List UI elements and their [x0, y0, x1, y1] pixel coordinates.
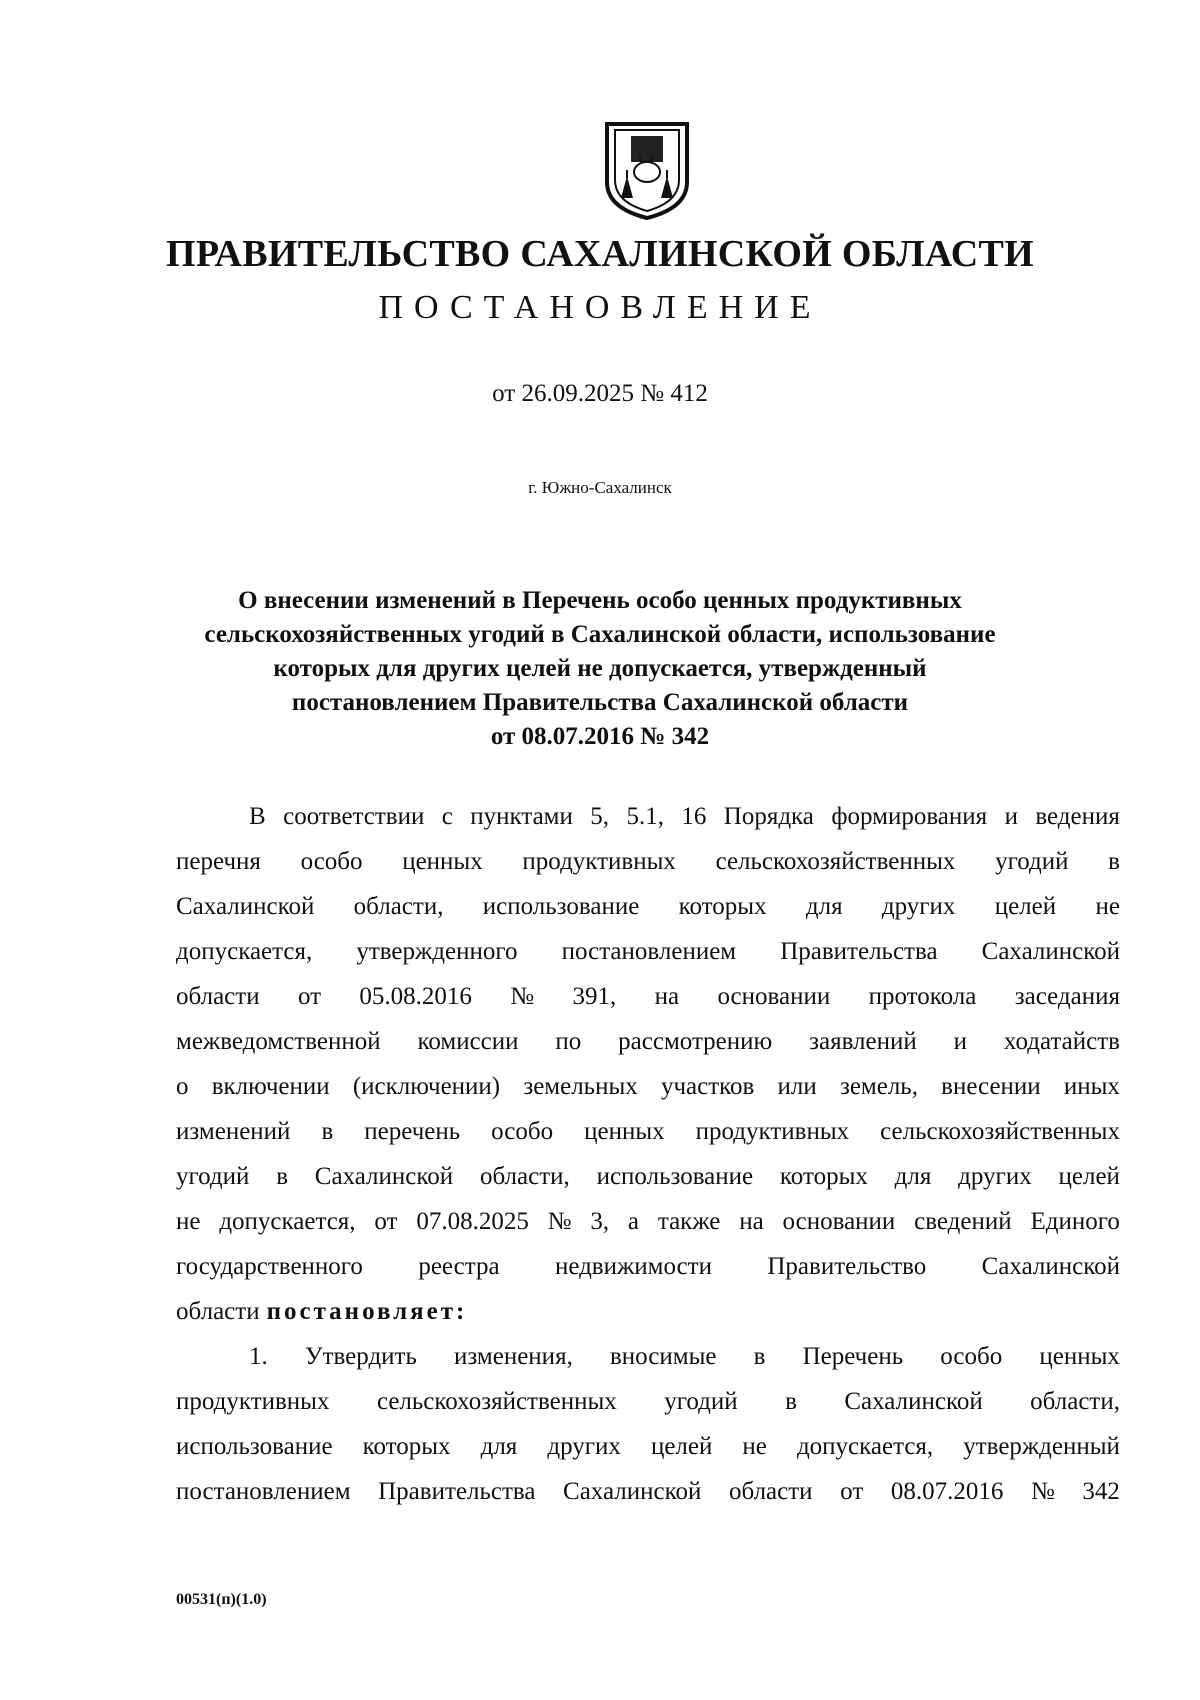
document-type: ПОСТАНОВЛЕНИЕ — [378, 289, 822, 326]
footer-code: 00531(п)(1.0) — [176, 1591, 267, 1608]
body-line: о включении (исключении) земельных участков или земель, внесении иных — [176, 1073, 1120, 1100]
body-line: продуктивных сельскохозяйственных угодий в Сахалинской области, — [176, 1388, 1120, 1415]
body-line: угодий в Сахалинской области, использование которых для других целей — [176, 1163, 1120, 1190]
document-city: г. Южно-Сахалинск — [528, 478, 672, 497]
document-heading — [150, 584, 1050, 754]
body-line: использование которых для других целей не допускается, утвержденный — [176, 1433, 1120, 1460]
body-line: межведомственной комиссии по рассмотрению заявлений и ходатайств — [176, 1028, 1120, 1055]
organization-title: ПРАВИТЕЛЬСТВО САХАЛИНСКОЙ ОБЛАСТИ — [166, 233, 1034, 275]
heading-line: О внесении изменений в Перечень особо ценных продуктивных — [238, 587, 962, 614]
body-line: постановлением Правительства Сахалинской области от 08.07.2016 № 342 — [176, 1478, 1120, 1505]
body-line: государственного реестра недвижимости Правительство Сахалинской — [176, 1253, 1120, 1280]
body-line: 1. Утвердить изменения, вносимые в Перечень особо ценных — [249, 1343, 1120, 1370]
body-line: допускается, утвержденного постановлением Правительства Сахалинской — [176, 938, 1120, 965]
body-line — [176, 1298, 1120, 1338]
preamble-last-word: области — [176, 1298, 260, 1325]
body-line: области от 05.08.2016 № 391, на основании протокола заседания — [176, 983, 1120, 1010]
heading-line: от 08.07.2016 № 342 — [490, 723, 710, 750]
body-line: не допускается, от 07.08.2025 № 3, а также на основании сведений Единого — [176, 1208, 1120, 1235]
decree-word: постановляет: — [266, 1298, 468, 1325]
document-date-number: от 26.09.2025 № 412 — [492, 380, 708, 407]
heading-line: постановлением Правительства Сахалинской области — [291, 689, 909, 716]
body-line: В соответствии с пунктами 5, 5.1, 16 Порядка формирования и ведения — [249, 803, 1120, 830]
body-line: перечня особо ценных продуктивных сельскохозяйственных угодий в — [176, 848, 1120, 875]
body-line: Сахалинской области, использование которых для других целей не — [176, 893, 1120, 920]
body-line: изменений в перечень особо ценных продуктивных сельскохозяйственных — [176, 1118, 1120, 1145]
coat-of-arms-icon — [601, 120, 693, 220]
heading-line: сельскохозяйственных угодий в Сахалинской области, использование — [204, 621, 996, 648]
heading-line: которых для других целей не допускается, утвержденный — [273, 655, 927, 682]
